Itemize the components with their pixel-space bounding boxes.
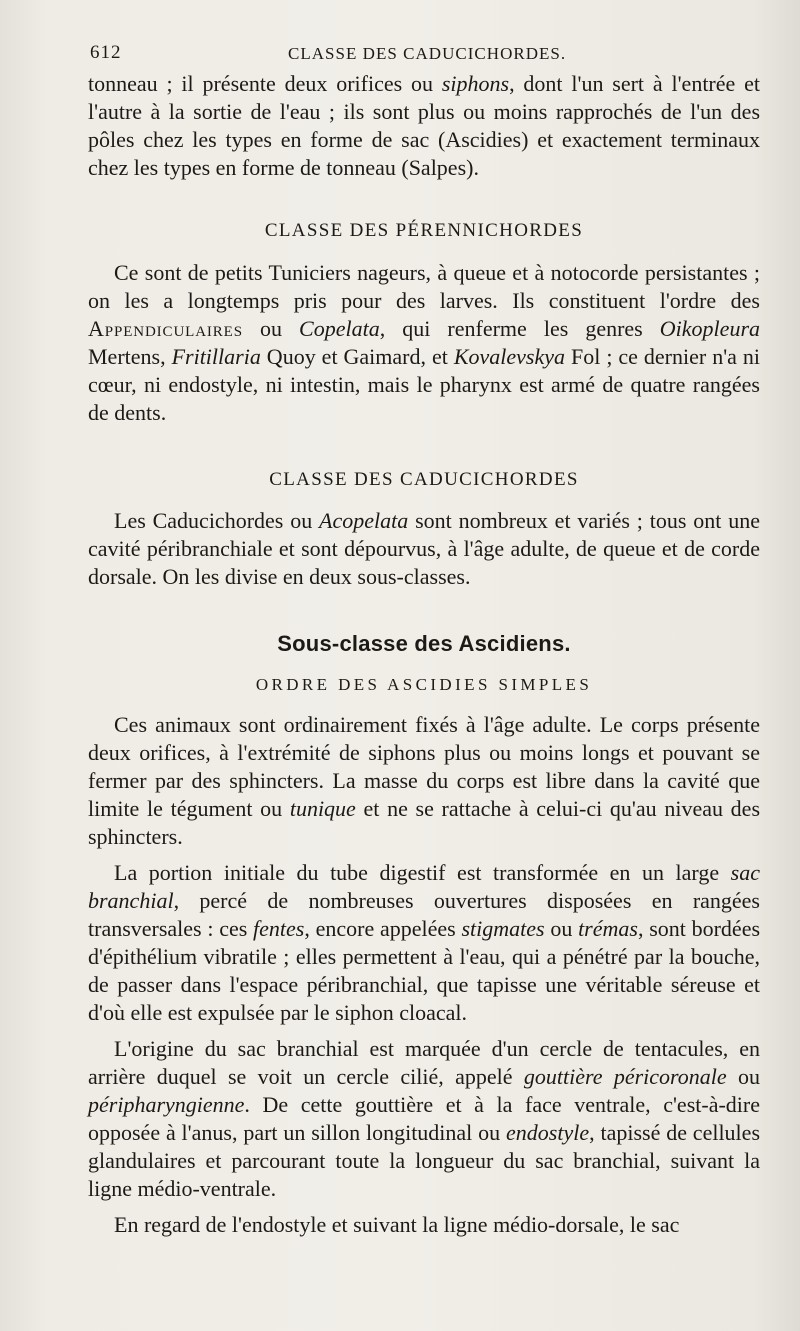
term-peripharyngienne: péripharyngienne (88, 1092, 245, 1117)
term-tremas: trémas (578, 916, 638, 941)
page-content (88, 30, 760, 1239)
term-endostyle: endostyle (506, 1120, 590, 1145)
term-copelata: Copelata (299, 316, 380, 341)
term-stigmates: stigmates (461, 916, 545, 941)
heading-caducichordes: CLASSE DES CADUCICHORDES (269, 469, 579, 490)
term-oikopleura: Oikopleura (659, 316, 760, 341)
term-kovalevskya: Kovalevskya (453, 344, 566, 369)
heading-sous-classe: Sous-classe des Ascidiens. (277, 631, 571, 656)
running-title: CLASSE DES CADUCICHORDES. (288, 44, 567, 63)
running-head (88, 30, 760, 70)
term-tunique: tunique (289, 796, 356, 821)
term-acopelata: Acopelata (319, 508, 409, 533)
paragraph-4: En regard de l'endostyle et suivant la ligne médio-dorsale, le sac (114, 1212, 680, 1237)
heading-ordre: ORDRE DES ASCIDIES SIMPLES (255, 675, 593, 694)
page-number: 612 (90, 42, 122, 63)
paragraph-2: La portion initiale du tube digestif est transformée en un large sac branchial, percé de nombreuses ouvertures disposées en rangées transversales : ces fentes, encore appelées stigmates ou trémas, sont bordées d'épithélium vibratile ; elles permettent à l'eau, qui a pénétré par la bouche, de passer dans l'espace péribranchial, que tapisse une véritable séreuse et d'où elle est expulsée par le siphon cloacal. (88, 860, 761, 1025)
term-siphons: siphons (441, 71, 510, 96)
paragraph-perennichordes: Ce sont de petits Tuniciers nageurs, à queue et à notocorde persistantes ; on les a longtemps pris pour des larves. Ils constituent l'ordre des Appendiculaires ou Copelata, qui renferme les genres Oikopleura Mertens, Fritillaria Quoy et Gaimard, et Kovalevskya Fol ; ce dernier n'a ni cœur, ni endostyle, ni intestin, mais le pharynx est armé de quatre rangées de dents. (88, 260, 761, 425)
intro-paragraph: tonneau ; il présente deux orifices ou siphons, dont l'un sert à l'entrée et l'autre à la sortie de l'eau ; ils sont plus ou moins rapprochés de l'un des pôles chez les types en forme de sac (Ascidies) et exactement terminaux chez les types en forme de tonneau (Salpes). (88, 71, 760, 180)
term-fritillaria: Fritillaria (171, 344, 261, 369)
paragraph-caducichordes: Les Caducichordes ou Acopelata sont nombreux et variés ; tous ont une cavité péribranchiale et sont dépourvus, à l'âge adulte, de queue et de corde dorsale. On les divise en deux sous-classes. (88, 508, 760, 589)
term-appendiculaires: Appendiculaires (88, 316, 243, 341)
heading-perennichordes: CLASSE DES PÉRENNICHORDES (264, 220, 584, 241)
paragraph-1: Ces animaux sont ordinairement fixés à l'âge adulte. Le corps présente deux orifices, à l'extrémité de siphons plus ou moins longs et pouvant se fermer par des sphincters. La masse du corps est libre dans la cavité que limite le tégument ou tunique et ne se rattache à celui-ci qu'au niveau des sphincters. (88, 712, 760, 849)
term-fentes: fentes (253, 916, 305, 941)
term-sac-branchial: sac branchial (88, 860, 760, 913)
paragraph-3: L'origine du sac branchial est marquée d'un cercle de tentacules, en arrière duquel se voit un cercle cilié, appelé gouttière péricoronale ou péripharyngienne. De cette gouttière et à la face ventrale, c'est-à-dire opposée à l'anus, part un sillon longitudinal ou endostyle, tapissé de cellules glandulaires et parcourant toute la longueur du sac branchial, suivant la ligne médio-ventrale. (88, 1036, 761, 1201)
term-gouttiere-pericoronale: gouttière péricoronale (523, 1064, 727, 1089)
